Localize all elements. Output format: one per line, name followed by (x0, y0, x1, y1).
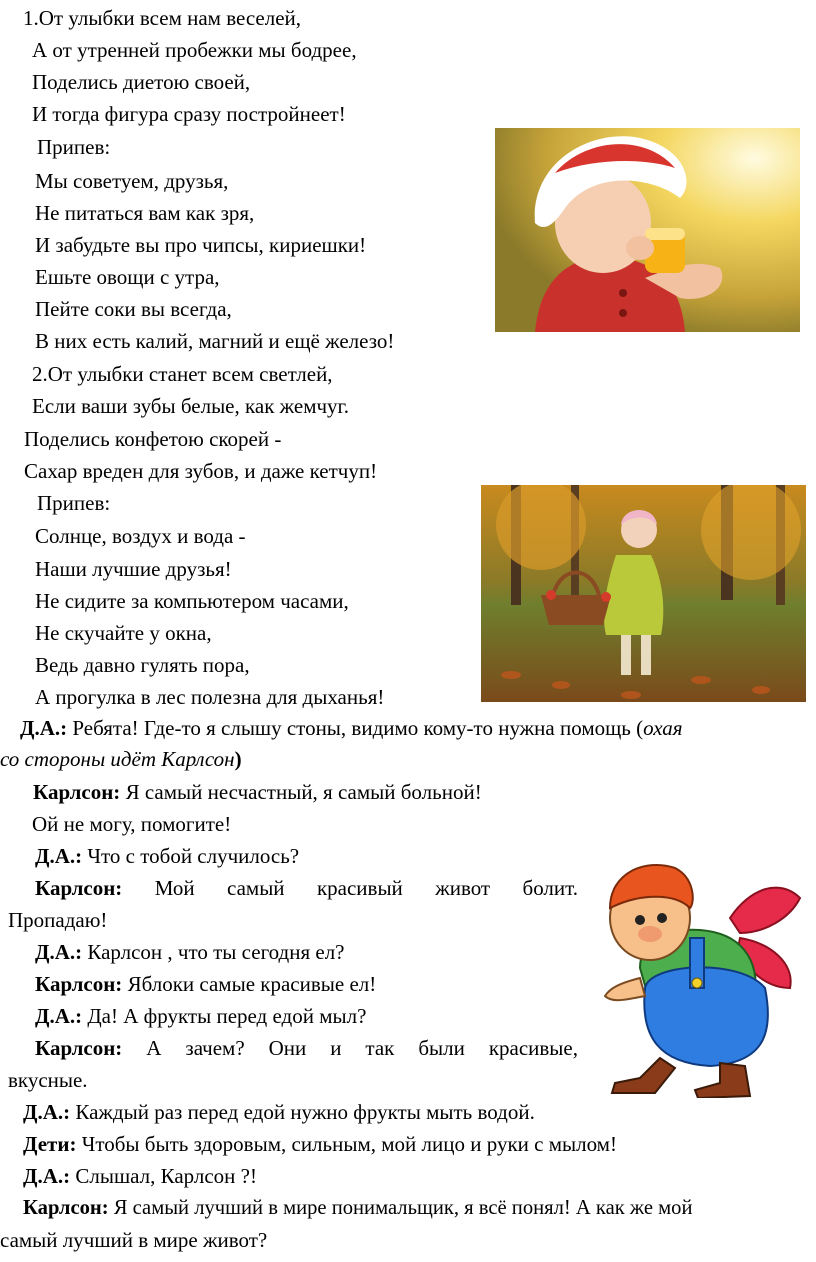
replica-text: Слышал, Карлсон ?! (70, 1164, 257, 1188)
speaker: Карлсон: (23, 1197, 109, 1219)
verse2-line-2: Если ваши зубы белые, как жемчуг. (32, 394, 350, 418)
chorus2-line-5: Ведь давно гулять пора, (35, 653, 250, 677)
replica-text: Каждый раз перед едой нужно фрукты мыть водой. (70, 1100, 535, 1124)
chorus-label-2: Припев: (37, 491, 111, 515)
verse1-line-1: 1.От улыбки всем нам веселей, (23, 6, 302, 30)
dialogue-line-10 (23, 1099, 535, 1125)
verse1-line-4: И тогда фигура сразу постройнеет! (32, 102, 346, 126)
speaker: Карлсон: (35, 1036, 123, 1060)
dialogue-line-1 (20, 715, 683, 741)
verse1-line-2: А от утренней пробежки мы бодрее, (32, 38, 357, 62)
dialogue-line-12 (23, 1163, 257, 1189)
speaker: Д.А.: (23, 1100, 71, 1124)
speaker: Д.А.: (23, 1164, 71, 1188)
dialogue-line-8 (35, 1003, 366, 1029)
replica-text: Я самый лучший в мире понимальщик, я всё понял! А как же мой (108, 1197, 693, 1219)
replica-text: Яблоки самые красивые ел! (122, 972, 377, 996)
verse2-line-3: Поделись конфетою скорей - (24, 427, 282, 451)
dialogue-line-7 (35, 971, 376, 997)
replica-text: Ой не могу, помогите! (32, 812, 232, 836)
child-with-basket-autumn-photo (481, 485, 806, 702)
dialogue-line-13-cont (0, 1227, 267, 1253)
replica-text: Пропадаю! (8, 908, 108, 932)
dialogue-line-11 (23, 1131, 617, 1157)
replica-text: Карлсон , что ты сегодня ел? (82, 940, 345, 964)
verse2-line-4: Сахар вреден для зубов, и даже кетчуп! (24, 459, 378, 483)
replica-text: вкусные. (8, 1068, 88, 1092)
chorus2-line-4: Не скучайте у окна, (35, 621, 212, 645)
dialogue-line-1-cont (0, 746, 242, 772)
replica-text: Мой самый красивый живот болит. (122, 876, 578, 900)
speaker: Карлсон: (35, 972, 123, 996)
stage-close: ) (234, 747, 242, 771)
verse1-line-3: Поделись диетою своей, (32, 70, 251, 94)
replica-text: самый лучший в мире живот? (0, 1228, 268, 1252)
chorus2-line-6: А прогулка в лес полезна для дыханья! (35, 685, 385, 709)
speaker: Дети: (23, 1132, 77, 1156)
stage-direction: охая (643, 716, 683, 740)
child-drinking-juice-photo (495, 128, 800, 332)
chorus1-line-1: Мы советуем, друзья, (35, 169, 229, 193)
dialogue-line-2 (33, 779, 482, 805)
chorus1-line-6: В них есть калий, магний и ещё железо! (35, 329, 395, 353)
speaker: Д.А.: (35, 1004, 83, 1028)
chorus1-line-2: Не питаться вам как зря, (35, 201, 255, 225)
chorus-label: Припев: (37, 135, 111, 159)
replica-text: Чтобы быть здоровым, сильным, мой лицо и руки с мылом! (76, 1132, 617, 1156)
dialogue-line-3 (32, 811, 231, 837)
replica-text: Ребята! Где-то я слышу стоны, видимо кому-то нужна помощь ( (67, 716, 644, 740)
speaker: Карлсон: (33, 780, 121, 804)
chorus2-line-3: Не сидите за компьютером часами, (35, 589, 349, 613)
verse2-line-1: 2.От улыбки станет всем светлей, (32, 362, 333, 386)
chorus1-line-3: И забудьте вы про чипсы, кириешки! (35, 233, 367, 257)
dialogue-line-4 (35, 843, 299, 869)
chorus2-line-2: Наши лучшие друзья! (35, 557, 232, 581)
dialogue-line-9-cont (8, 1067, 88, 1093)
dialogue-line-13 (23, 1195, 693, 1221)
speaker: Д.А.: (35, 940, 83, 964)
chorus2-line-1: Солнце, воздух и вода - (35, 524, 246, 548)
replica-text: Я самый несчастный, я самый больной! (120, 780, 482, 804)
replica-text: Что с тобой случилось? (82, 844, 300, 868)
dialogue-line-9 (35, 1035, 578, 1061)
dialogue-line-5 (35, 875, 578, 901)
stage-direction: со стороны идёт Карлсон (0, 747, 235, 771)
chorus1-line-4: Ешьте овощи с утра, (35, 265, 220, 289)
chorus1-line-5: Пейте соки вы всегда, (35, 297, 232, 321)
replica-text: А зачем? Они и так были красивые, (122, 1036, 578, 1060)
speaker: Д.А.: (35, 844, 83, 868)
speaker: Д.А.: (20, 716, 68, 740)
replica-text: Да! А фрукты перед едой мыл? (82, 1004, 367, 1028)
dialogue-line-6 (35, 939, 345, 965)
dialogue-line-5-cont (8, 907, 107, 933)
karlsson-cartoon (600, 858, 806, 1098)
speaker: Карлсон: (35, 876, 123, 900)
